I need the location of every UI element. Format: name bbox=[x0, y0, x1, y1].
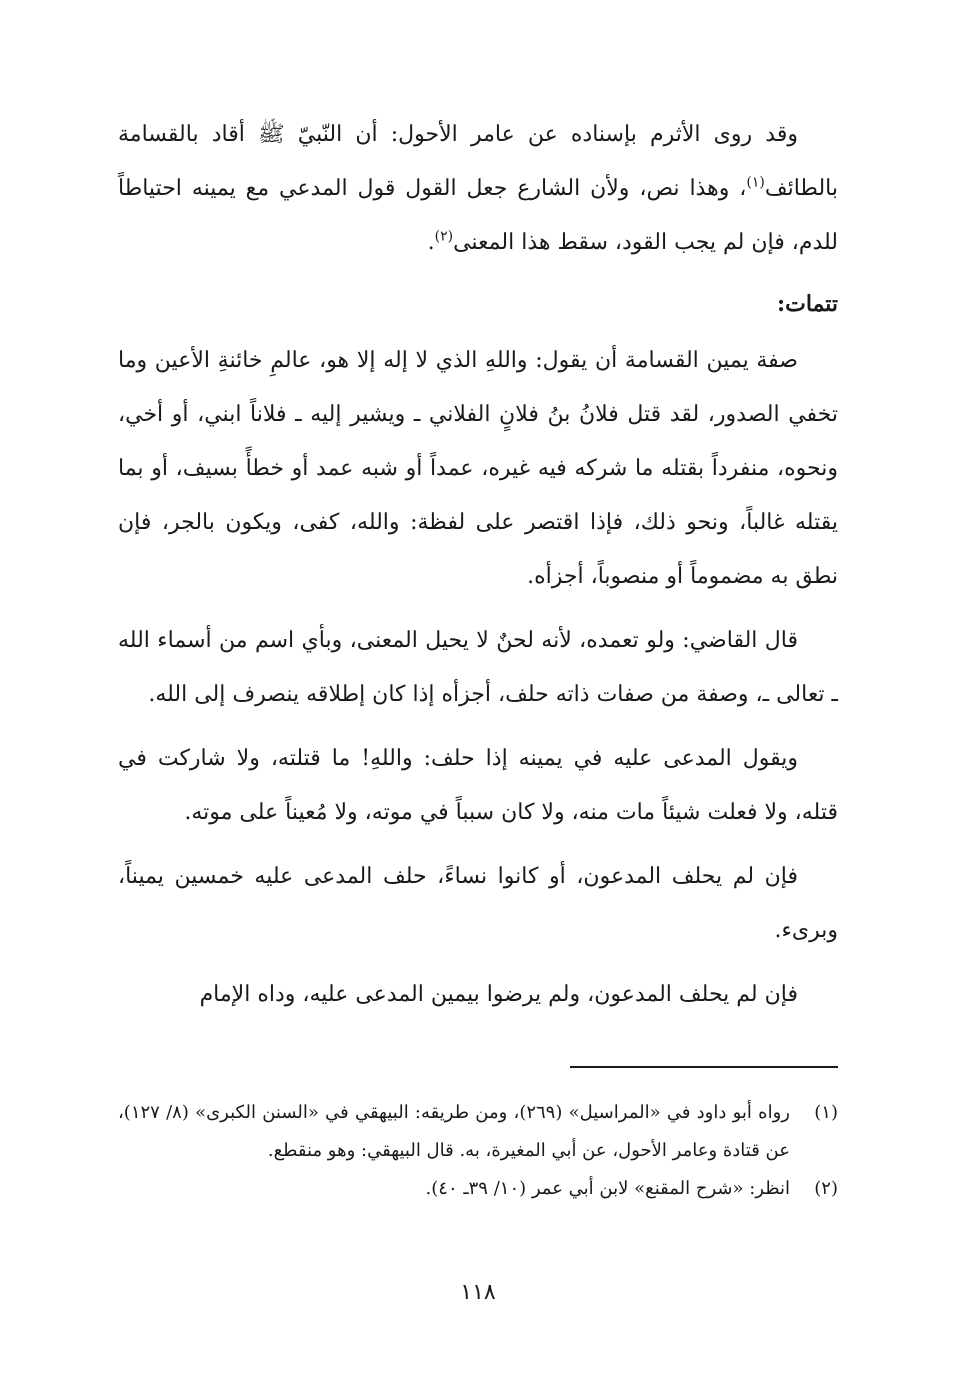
footnote-ref-1[interactable]: (١) bbox=[746, 174, 765, 191]
main-text bbox=[118, 108, 838, 1032]
footnote-ref-2[interactable]: (٢) bbox=[434, 228, 454, 245]
footnote-1 bbox=[118, 1094, 838, 1170]
footnote-text-2: انظر: «شرح المقنع» لابن أبي عمر (١٠/ ٣٩ـ ٤٠). bbox=[425, 1178, 790, 1199]
paragraph-1-end: . bbox=[427, 230, 435, 255]
footnote-text-1: رواه أبو داود في «المراسيل» (٢٦٩)، ومن طريقه: البيهقي في «السنن الكبرى» (٨/ ١٢٧)، عن قتادة وعامر الأحول، عن أبي المغيرة، به. قال البيهقي: وهو منقطع. bbox=[118, 1102, 790, 1161]
page-number: ١١٨ bbox=[460, 1280, 496, 1305]
section-heading: تتمات: bbox=[776, 291, 838, 317]
paragraph-6: فإن لم يحلف المدعون، ولم يرضوا بيمين المدعى عليه، وداه الإمام bbox=[199, 982, 798, 1007]
paragraph-1-text: وقد روى الأثرم بإسناده عن عامر الأحول: أن النّبيّ ﷺ أقاد بالقسامة بالطائف bbox=[118, 122, 838, 201]
footnotes bbox=[118, 1094, 838, 1208]
paragraph-5: فإن لم يحلف المدعون، أو كانوا نساءً، حلف المدعى عليه خمسين يميناً، وبرىء. bbox=[118, 864, 838, 943]
paragraph-1 bbox=[118, 108, 838, 270]
footnote-number-1: (١) bbox=[814, 1102, 838, 1123]
footnote-divider bbox=[570, 1066, 838, 1068]
paragraph-3: قال القاضي: ولو تعمده، لأنه لحنٌ لا يحيل المعنى، وبأي اسم من أسماء الله ـ تعالى ـ، وصفة من صفات ذاته حلف، أجزأه إذا كان إطلاقه ينصرف إلى الله. bbox=[118, 628, 838, 707]
footnote-2 bbox=[118, 1170, 838, 1208]
footnote-number-2: (٢) bbox=[814, 1178, 838, 1199]
paragraph-1-continued: ، وهذا نص، ولأن الشارع جعل القول قول المدعي مع يمينه احتياطاً للدم، فإن لم يجب القود، سقط هذا المعنى bbox=[118, 176, 838, 255]
paragraph-4: ويقول المدعى عليه في يمينه إذا حلف: واللهِ! ما قتلته، ولا شاركت في قتله، ولا فعلت شيئاً مات منه، ولا كان سبباً في موته، ولا مُعيناً على موته. bbox=[118, 746, 838, 825]
paragraph-2: صفة يمين القسامة أن يقول: واللهِ الذي لا إله إلا هو، عالمِ خائنةِ الأعين وما تخفي الصدور، لقد قتل فلانُ بنُ فلانٍ الفلاني ـ ويشير إليه ـ فلاناً ابني، أو أخي، ونحوه، منفرداً بقتله ما شركه فيه غيره، عمداً أو شبه عمد أو خطأً بسيف، أو بما يقتله غالباً، ونحو ذلك، فإذا اقتصر على لفظة: والله، كفى، ويكون بالجر، فإن نطق به مضموماً أو منصوباً، أجزأه. bbox=[118, 348, 838, 589]
